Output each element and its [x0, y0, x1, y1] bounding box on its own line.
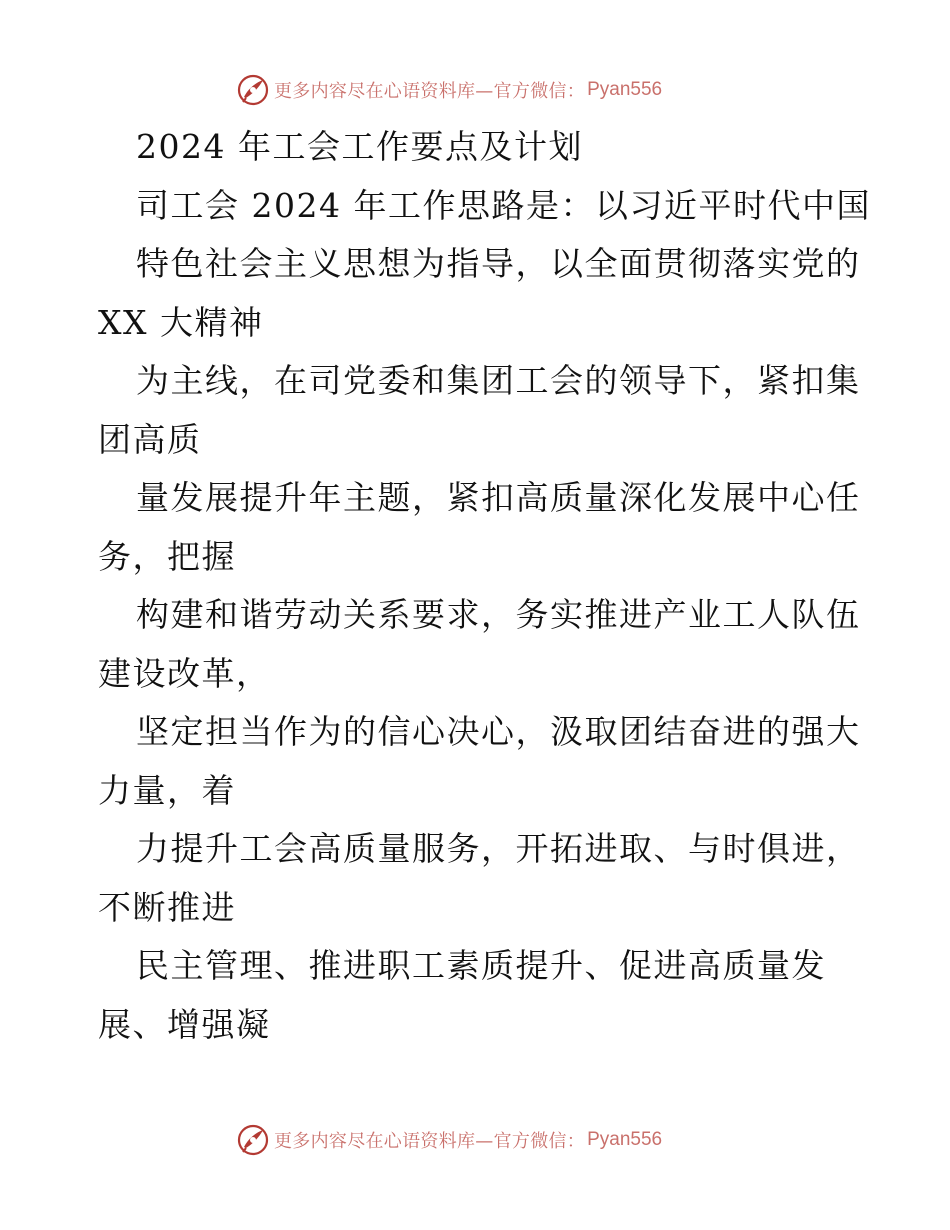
quill-pen-seal-icon [236, 1123, 270, 1157]
text-line: XX 大精神 [98, 302, 264, 342]
text-line: 团高质 [98, 419, 202, 459]
watermark-handle: Pyan556 [587, 79, 663, 100]
watermark-text: 更多内容尽在心语资料库—官方微信： [274, 1131, 586, 1152]
watermark-text: 更多内容尽在心语资料库—官方微信： [274, 81, 586, 102]
footer-watermark [236, 1122, 662, 1158]
text-line: 构建和谐劳动关系要求，务实推进产业工人队伍 [136, 595, 861, 634]
text-line: 建设改革， [98, 653, 271, 693]
text-line: 展、增强凝 [98, 1004, 271, 1044]
text-line: 力提升工会高质量服务，开拓进取、与时俱进， [136, 829, 861, 868]
text-line: 民主管理、推进职工素质提升、促进高质量发 [136, 946, 826, 985]
text-line: 不断推进 [98, 887, 236, 927]
document-title: 2024 年工会工作要点及计划 [136, 127, 583, 166]
quill-pen-seal-icon [236, 73, 270, 107]
text-line: 量发展提升年主题，紧扣高质量深化发展中心任 [136, 478, 861, 517]
watermark-handle: Pyan556 [587, 1129, 663, 1150]
text-line: 务，把握 [98, 536, 236, 576]
header-watermark [236, 72, 662, 108]
text-line: 特色社会主义思想为指导，以全面贯彻落实党的 [136, 244, 861, 283]
text-line: 司工会 2024 年工作思路是：以习近平时代中国 [136, 185, 871, 225]
text-line: 为主线，在司党委和集团工会的领导下，紧扣集 [136, 361, 861, 400]
text-line: 力量，着 [98, 770, 236, 810]
text-line: 坚定担当作为的信心决心，汲取团结奋进的强大 [136, 712, 861, 751]
document-body [98, 118, 871, 1054]
